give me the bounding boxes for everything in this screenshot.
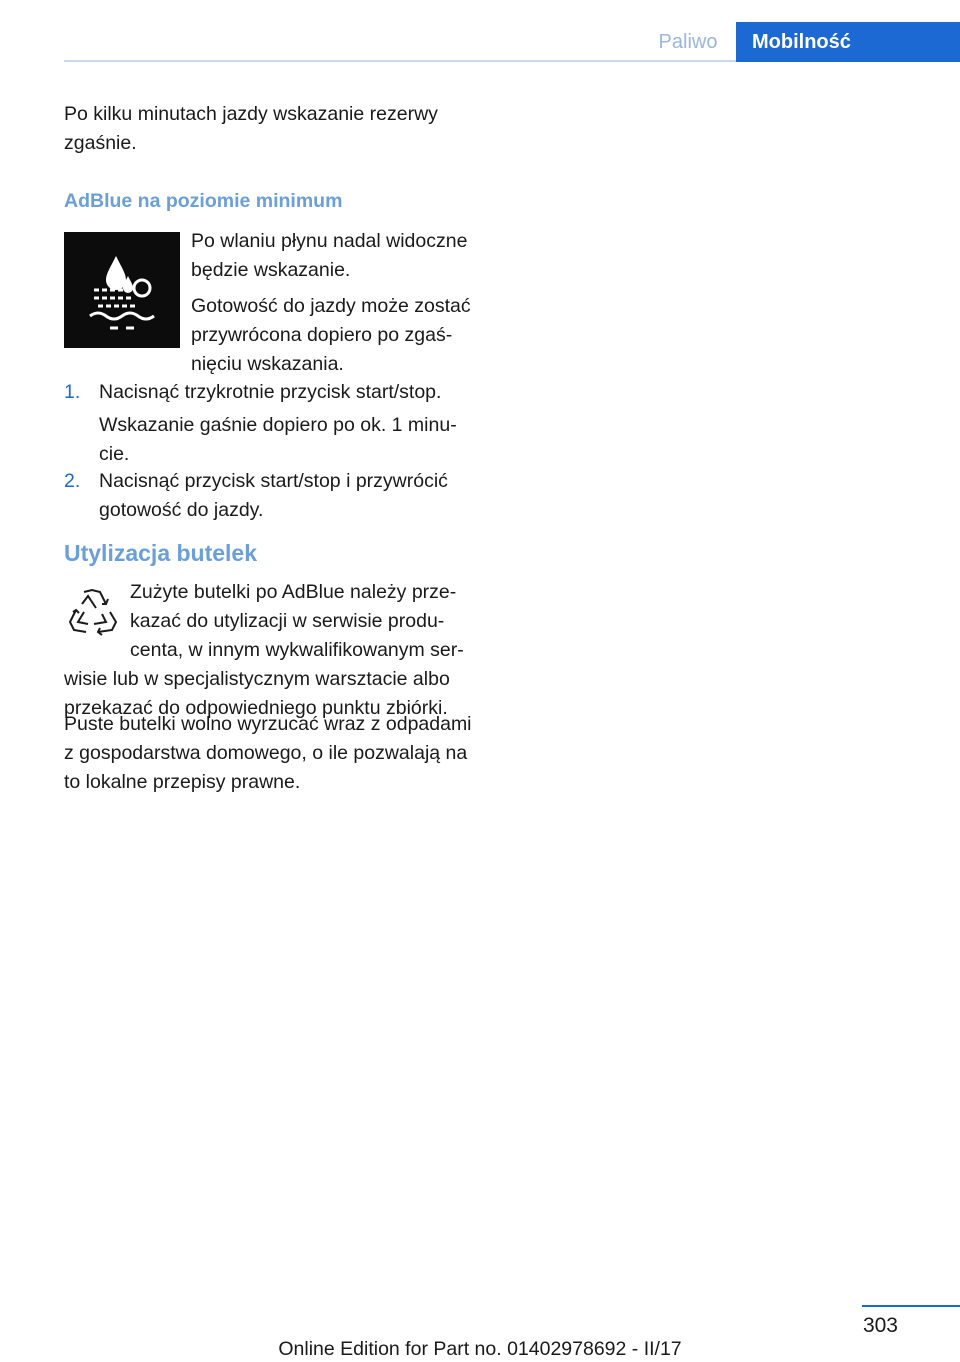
tab-section[interactable]: Paliwo [658, 31, 718, 53]
tab-chapter[interactable]: Mobilność [736, 22, 960, 62]
adblue-text [191, 227, 491, 386]
step-number: 1. [64, 381, 81, 403]
adblue-text1: Po wlaniu płynu nadal widoczne będzie wskazanie. [191, 230, 468, 281]
step-text: Nacisnąć trzykrotnie przycisk start/stop. [99, 381, 442, 403]
step-number: 2. [64, 470, 81, 492]
page-number: 303 [862, 1314, 898, 1337]
step-text: Nacisnąć przycisk start/stop i przywrócić gotowość do jazdy. [99, 470, 448, 521]
adblue-warning-icon [64, 232, 180, 348]
footer-rule [862, 1305, 960, 1307]
adblue-heading: AdBlue na poziomie minimum [64, 190, 343, 212]
disposal-paragraph-2: Puste butelki wolno wyrzucać wraz z odpadami z gospodarstwa domowego, o ile pozwalają na to lokalne przepisy prawne. [64, 713, 472, 793]
adblue-text2: Gotowość do jazdy może zostać przywrócona dopiero po zgaś- nięciu wskazania. [191, 295, 471, 375]
edition-footer: Online Edition for Part no. 01402978692 - II/17 [278, 1338, 682, 1360]
disposal-heading: Utylizacja butelek [64, 540, 258, 566]
intro-paragraph: Po kilku minutach jazdy wskazanie rezerwy zgaśnie. [64, 103, 438, 154]
disposal-paragraph-1: Zużyte butelki po AdBlue należy prze- kazać do utylizacji w serwisie produ- centa, w innym wykwalifikowanym ser- wisie lub w specjalistycznym warsztacie albo przekazać do odpowiedniego punktu zbiórki. [64, 581, 464, 719]
